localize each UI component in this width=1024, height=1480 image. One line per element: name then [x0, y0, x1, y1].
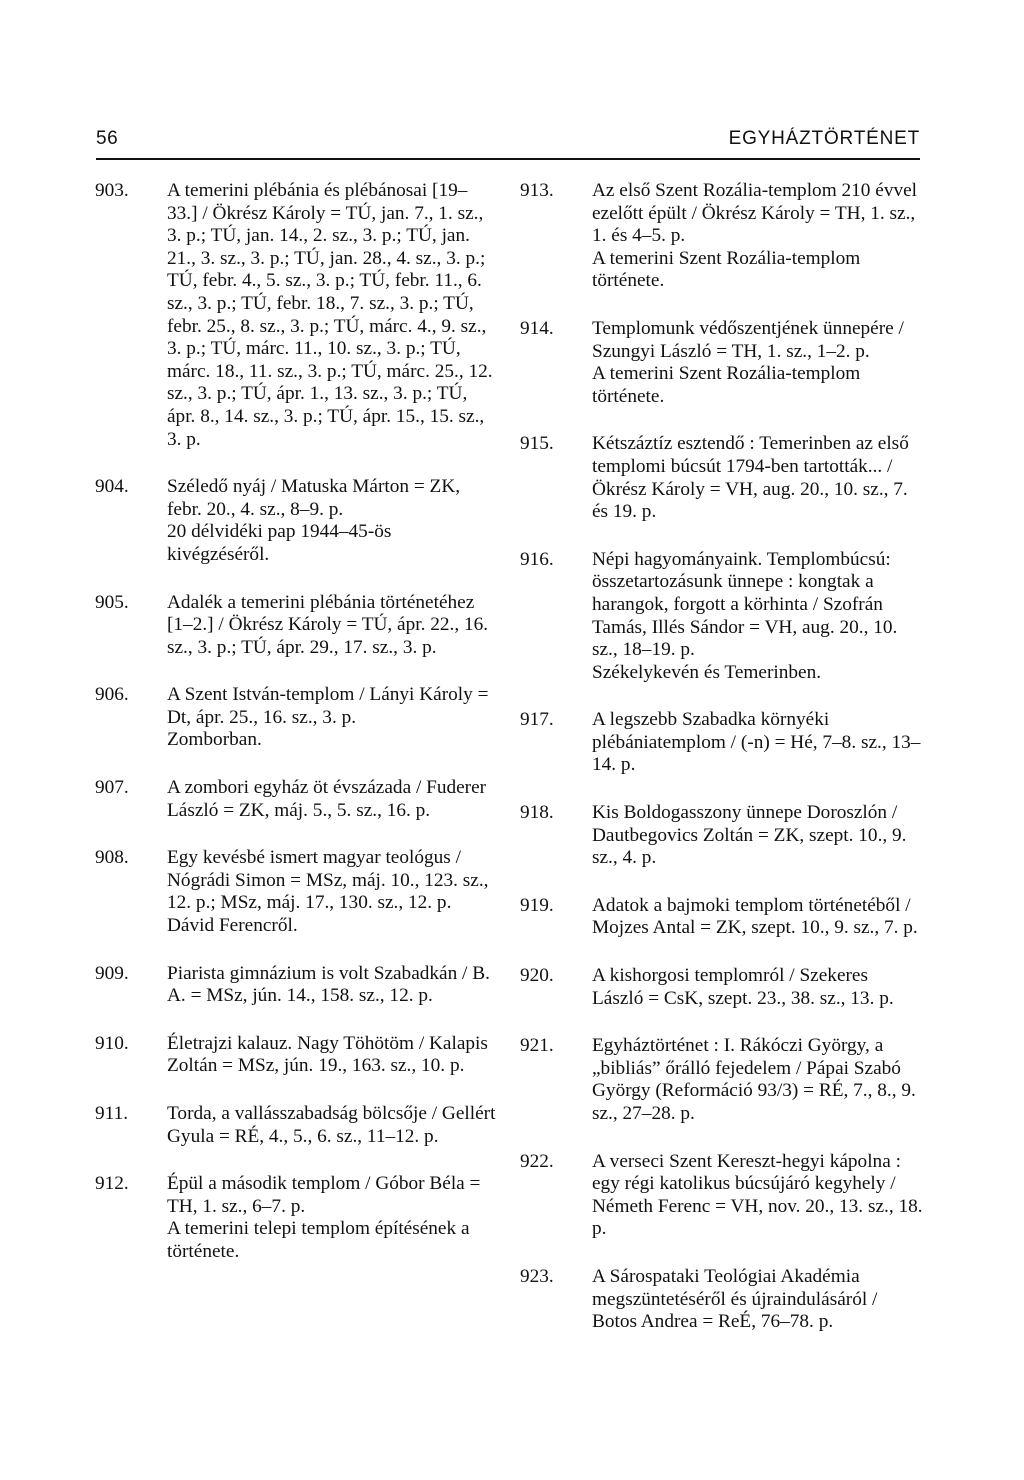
entry-note: A temerini Szent Rozália-templom története. — [592, 247, 861, 292]
entry-number: 904. — [95, 476, 129, 498]
bibliography-entry — [520, 180, 930, 293]
entry-citation: Életrajzi kalauz. Nagy Töhötöm / Kalapis Zoltán = MSz, jún. 19., 163. sz., 10. p. — [167, 1032, 488, 1077]
bibliography-entry — [95, 963, 505, 1008]
bibliography-entry — [520, 1266, 930, 1334]
page-header — [96, 128, 920, 160]
entry-citation: A Szent István-templom / Lányi Károly = Dt, ápr. 25., 16. sz., 3. p. — [167, 684, 489, 728]
entry-number: 910. — [95, 1032, 129, 1054]
page-number: 56 — [96, 128, 119, 149]
entry-number: 909. — [95, 962, 129, 984]
entry-citation: Torda, a vallásszabadság bölcsője / Gellért Gyula = RÉ, 4., 5., 6. sz., 11–12. p. — [167, 1103, 496, 1147]
bibliography-entry — [95, 777, 505, 822]
entry-number: 908. — [95, 847, 129, 869]
entry-number: 921. — [520, 1035, 554, 1057]
entry-note: A temerini telepi templom építésének a története. — [167, 1218, 470, 1262]
entry-citation: Kétszáztíz esztendő : Temerinben az első templomi búcsút 1794-ben tartották... / Ökrész Károly = VH, aug. 20., 10. sz., 7. és 19. p. — [592, 433, 909, 523]
entry-number: 920. — [520, 965, 554, 987]
bibliography-entry — [95, 1103, 505, 1148]
bibliography-entry — [520, 433, 930, 523]
entry-number: 912. — [95, 1173, 129, 1195]
entry-citation: A legszebb Szabadka környéki plébániatemplom / (-n) = Hé, 7–8. sz., 13–14. p. — [592, 709, 921, 776]
entry-citation: Adatok a bajmoki templom történetéből / Mojzes Antal = ZK, szept. 10., 9. sz., 7. p. — [592, 894, 918, 939]
entry-note: A temerini Szent Rozália-templom története. — [592, 363, 861, 407]
entry-citation: A verseci Szent Kereszt-hegyi kápolna : egy régi katolikus búcsújáró kegyhely / Németh Ferenc = VH, nov. 20., 13. sz., 18. p. — [592, 1150, 923, 1240]
entry-citation: Kis Boldogasszony ünnepe Doroszlón / Dautbegovics Zoltán = ZK, szept. 10., 9. sz., 4. p. — [592, 802, 907, 869]
bibliography-entry — [520, 709, 930, 777]
entry-citation: Népi hagyományaink. Templombúcsú: összetartozásunk ünnepe : kongtak a harangok, forgott a körhinta / Szofrán Tamás, Illés Sándor = VH, aug. 20., 10. sz., 18–19. p. — [592, 548, 898, 661]
entry-number: 915. — [520, 433, 554, 455]
entry-citation: Templomunk védőszentjének ünnepére / Szungyi László = TH, 1. sz., 1–2. p. — [592, 317, 904, 362]
entry-citation: Adalék a temerini plébánia történetéhez [1–2.] / Ökrész Károly = TÚ, ápr. 22., 16. sz., 3. p.; TÚ, ápr. 29., 17. sz., 3. p. — [167, 591, 489, 658]
entry-citation: Az első Szent Rozália-templom 210 évvel ezelőtt épült / Ökrész Károly = TH, 1. sz., 1. és 4–5. p. — [592, 180, 918, 247]
entry-citation: Széledő nyáj / Matuska Márton = ZK, febr. 20., 4. sz., 8–9. p. — [167, 476, 461, 520]
entry-number: 914. — [520, 317, 554, 339]
entry-number: 905. — [95, 591, 129, 613]
entry-citation: Egy kevésbé ismert magyar teológus / Nógrádi Simon = MSz, máj. 10., 123. sz., 12. p.; MSz, máj. 17., 130. sz., 12. p. — [167, 847, 489, 914]
entry-number: 903. — [95, 180, 129, 201]
entry-number: 917. — [520, 709, 554, 731]
entry-number: 918. — [520, 802, 554, 824]
entry-number: 916. — [520, 548, 554, 570]
entry-citation: Egyháztörténet : I. Rákóczi György, a „bibliás” őrálló fejedelem / Pápai Szabó György (Reformáció 93/3) = RÉ, 7., 8., 9. sz., 27–28. p. — [592, 1035, 916, 1124]
entry-citation: A temerini plébánia és plébánosai [19–33.] / Ökrész Károly = TÚ, jan. 7., 1. sz., 3. p.; TÚ, jan. 14., 2. sz., 3. p.; TÚ, jan. 21., 3. sz., 3. p.; TÚ, jan. 28., 4. sz., 3. p.; TÚ, febr. 4., 5. sz., 3. p.; TÚ, febr. 11., 6. sz., 3. p.; TÚ, febr. 18., 7. sz., 3. p.; TÚ, febr. 25., 8. sz., 3. p.; TÚ, márc. 4., 9. sz., 3. p.; TÚ, márc. 11., 10. sz., 3. p.; TÚ, márc. 18., 11. sz., 3. p.; TÚ, márc. 25., 12. sz., 3. p.; TÚ, ápr. 1., 13. sz., 3. p.; TÚ, ápr. 8., 14. sz., 3. p.; TÚ, ápr. 15., 15. sz., 3. p. — [167, 180, 493, 450]
entry-note: Székelykevén és Temerinben. — [592, 661, 822, 683]
bibliography-entry — [95, 1033, 505, 1078]
running-head: EGYHÁZTÖRTÉNET — [728, 128, 920, 149]
bibliography-entry — [520, 318, 930, 408]
entry-number: 923. — [520, 1265, 554, 1287]
bibliography-entry — [520, 1151, 930, 1241]
bibliography-entry — [95, 476, 505, 566]
entry-number: 919. — [520, 894, 554, 916]
entry-number: 911. — [95, 1103, 129, 1124]
right-column — [520, 180, 930, 1334]
bibliography-entry — [520, 802, 930, 870]
bibliography-entry — [95, 592, 505, 660]
entry-citation: Épül a második templom / Góbor Béla = TH, 1. sz., 6–7. p. — [167, 1173, 481, 1217]
bibliography-entry — [520, 895, 930, 940]
bibliography-entry — [95, 847, 505, 937]
entry-citation: A kishorgosi templomról / Szekeres László = CsK, szept. 23., 38. sz., 13. p. — [592, 965, 894, 1009]
bibliography-entry — [95, 1173, 505, 1263]
entry-number: 906. — [95, 684, 129, 706]
left-column — [95, 180, 505, 1264]
entry-note: 20 délvidéki pap 1944–45-ös kivégzéséről. — [167, 521, 392, 565]
entry-note: Zomborban. — [167, 729, 262, 751]
bibliography-entry — [95, 684, 505, 752]
bibliography-entry — [520, 965, 930, 1010]
entry-number: 922. — [520, 1150, 554, 1172]
entry-number: 907. — [95, 777, 129, 799]
bibliography-entry — [95, 180, 505, 451]
entry-note: Dávid Ferencről. — [167, 915, 298, 937]
entry-citation: A Sárospataki Teológiai Akadémia megszüntetéséről és újraindulásáról / Botos Andrea = ReÉ, 76–78. p. — [592, 1265, 878, 1333]
bibliography-entry — [520, 1035, 930, 1125]
bibliography-entry — [520, 549, 930, 685]
entry-number: 913. — [520, 180, 554, 201]
entry-citation: A zombori egyház öt évszázada / Fuderer László = ZK, máj. 5., 5. sz., 16. p. — [167, 777, 487, 821]
entry-citation: Piarista gimnázium is volt Szabadkán / B. A. = MSz, jún. 14., 158. sz., 12. p. — [167, 962, 490, 1007]
